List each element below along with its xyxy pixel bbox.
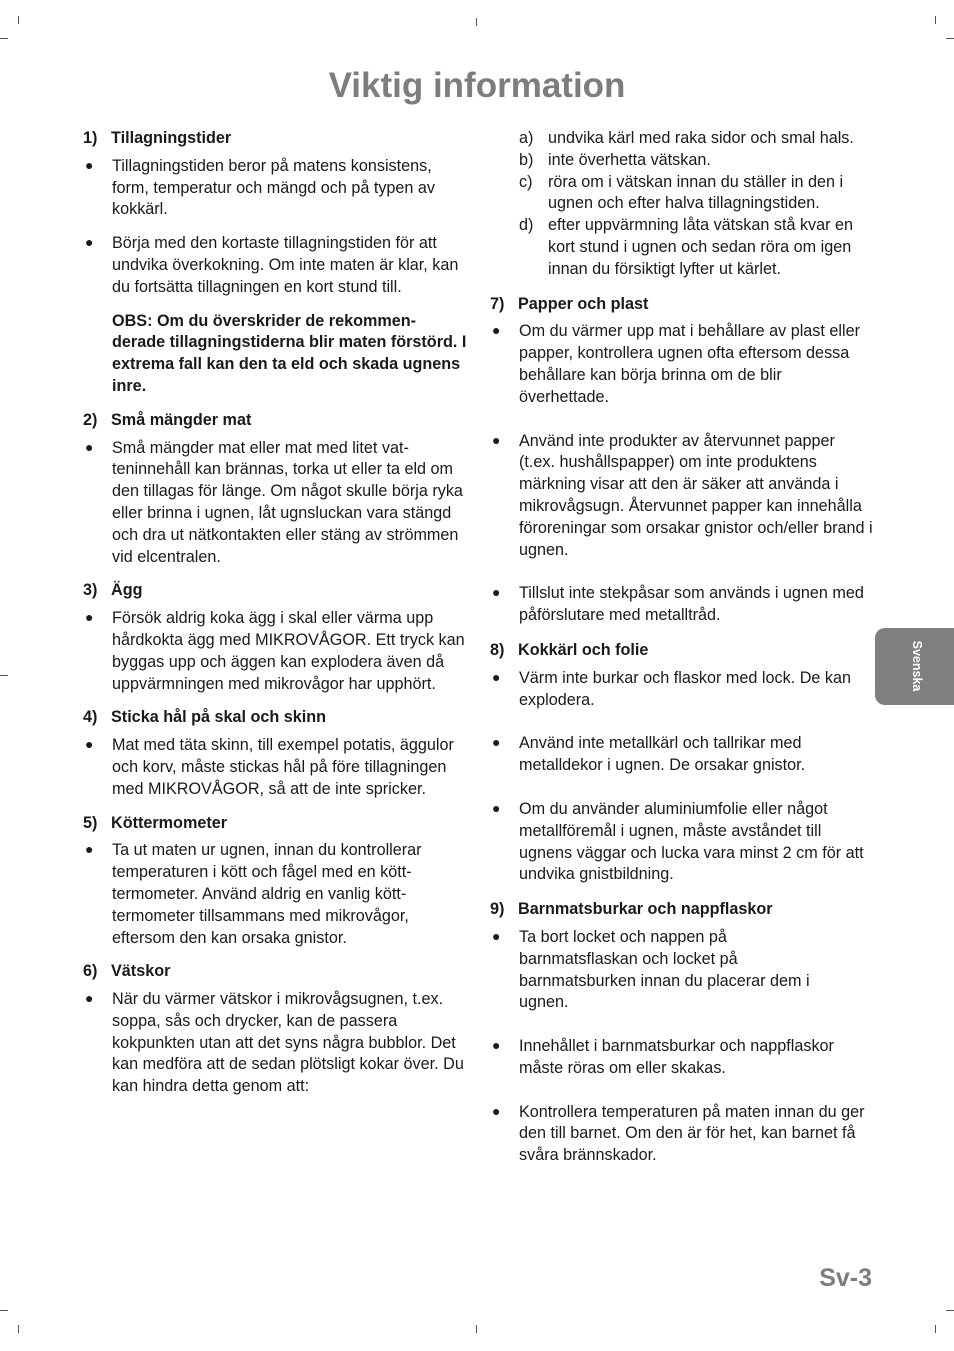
- list-item: ● Värm inte burkar och flaskor med lock. De kan explodera.: [492, 668, 851, 709]
- lettered-item: d) efter uppvärmning låta vätskan stå kvar en kort stund i ugnen och sedan röra om igen innan du försiktigt lyfter ut kärlet.: [519, 216, 854, 278]
- section-number: 7): [490, 294, 505, 313]
- bullet-icon: ●: [492, 799, 501, 816]
- section-number: 2): [83, 410, 98, 429]
- section-heading-9: [490, 899, 875, 921]
- section-number: 8): [490, 640, 505, 659]
- bullet-icon: ●: [85, 609, 94, 626]
- section-number: 9): [490, 900, 505, 919]
- bullet-icon: ●: [85, 234, 94, 251]
- bullet-icon: ●: [492, 668, 501, 685]
- section-heading-2: [83, 410, 468, 432]
- right-column: [490, 128, 875, 1167]
- bullet-icon: ●: [492, 927, 501, 944]
- section-heading-3: [83, 580, 468, 602]
- bullet-icon: ●: [85, 438, 94, 455]
- crop-mark: [946, 1310, 954, 1311]
- list-item: ● Om du värmer upp mat i behållare av plast eller papper, kontrollera ugnen ofta eftersom dessa behållare kan börja brinna om de blir överhettade.: [492, 322, 860, 406]
- warning-note: OBS: Om du överskrider de rekommen-derade tillagningstiderna blir maten förstörd. I extrema fall kan den ta eld och skada ugnens inre.: [112, 311, 467, 395]
- list-item: ● När du värmer vätskor i mikrovågsugnen, t.ex. soppa, sås och drycker, kan de passera kokpunkten utan att det syns några bubblor. Det kan medföra att de sedan plötsligt kokar över. Du kan hindra detta genom att:: [85, 990, 464, 1096]
- language-tab-label: Svenska: [910, 640, 924, 692]
- lettered-item: b) inte överhetta vätskan.: [519, 150, 711, 169]
- crop-mark: [18, 1325, 19, 1333]
- crop-mark: [18, 16, 19, 24]
- list-item: ● Mat med täta skinn, till exempel potatis, äggulor och korv, måste stickas hål på före tillagningen med MIKROVÅGOR, så att de inte spricker.: [85, 736, 454, 798]
- section-title: Köttermometer: [111, 813, 228, 832]
- page-number: Sv-3: [819, 1264, 872, 1292]
- crop-mark: [476, 18, 477, 26]
- list-item: ● Försök aldrig koka ägg i skal eller värma upp hårdkokta ägg med MIKROVÅGOR. Ett tryck kan byggas upp och äggen kan explodera även då uppvärmningen med mikrovågor har upphört.: [85, 609, 465, 693]
- bullet-icon: ●: [492, 322, 501, 339]
- bullet-icon: ●: [492, 431, 501, 448]
- crop-mark: [0, 1310, 8, 1311]
- section-title: Tillagningstider: [111, 129, 232, 147]
- bullet-icon: ●: [85, 841, 94, 858]
- section-heading-7: [490, 294, 875, 316]
- section-title: Små mängder mat: [111, 410, 252, 429]
- crop-mark: [0, 675, 8, 676]
- bullet-icon: ●: [492, 584, 501, 601]
- section-title: Papper och plast: [518, 294, 649, 313]
- section-number: 6): [83, 962, 98, 981]
- crop-mark: [476, 1325, 477, 1333]
- page-title: Viktig information: [328, 66, 626, 105]
- crop-mark: [0, 38, 8, 39]
- lettered-item: c) röra om i vätskan innan du ställer in den i ugnen och efter halva tillagningstiden.: [519, 172, 844, 213]
- lettered-item: a) undvika kärl med raka sidor och smal hals.: [519, 129, 854, 147]
- bullet-icon: ●: [492, 1037, 501, 1054]
- crop-mark: [946, 38, 954, 39]
- language-tab: [875, 628, 954, 705]
- bullet-icon: ●: [85, 156, 94, 173]
- list-item: ● Små mängder mat eller mat med litet vat-teninnehåll kan brännas, torka ut eller ta eld om den tillagas för länge. Om något skulle börja ryka eller brinna i ugnen, låt ugnsluckan vara stängd och dra ut nätkontakten eller stäng av strömmen vid elcentralen.: [85, 438, 463, 566]
- list-item: ● Använd inte produkter av återvunnet papper (t.ex. hushållspapper) om inte produktens märkning visar att den är säker att använda i mikrovågsugn. Återvunnet papper kan innehålla föroreningar som orsakar gnistor och/eller brand i ugnen.: [492, 431, 873, 559]
- list-item: ● Börja med den kortaste tillagningstiden för att undvika överkokning. Om inte maten är klar, kan du fortsätta tillagningen en kort stund till.: [85, 234, 459, 296]
- bullet-icon: ●: [85, 736, 94, 753]
- list-item: ● Innehållet i barnmatsburkar och nappflaskor måste röras om eller skakas.: [492, 1037, 834, 1077]
- section-heading-1: [83, 128, 468, 150]
- section-title: Vätskor: [111, 962, 171, 981]
- section-number: 3): [83, 581, 98, 600]
- section-heading-6: [83, 961, 468, 983]
- bullet-icon: ●: [492, 1102, 501, 1119]
- list-item: ● Använd inte metallkärl och tallrikar med metalldekor i ugnen. De orsakar gnistor.: [492, 734, 806, 775]
- crop-mark: [935, 1325, 936, 1333]
- list-item: ● Kontrollera temperaturen på maten innan du ger den till barnet. Om den är för het, kan barnet få svåra brännskador.: [492, 1102, 865, 1165]
- section-number: 1): [83, 129, 98, 147]
- crop-mark: [935, 16, 936, 24]
- section-number: 4): [83, 708, 98, 727]
- bullet-icon: ●: [492, 734, 501, 751]
- list-item: ● Ta bort locket och nappen på barnmatsflaskan och locket på barnmatsburken innan du placerar dem i ugnen.: [492, 927, 810, 1012]
- bullet-icon: ●: [85, 990, 94, 1007]
- section-title: Barnmatsburkar och nappflaskor: [518, 900, 773, 919]
- section-heading-4: [83, 707, 468, 729]
- list-item: ● Tillagningstiden beror på matens konsistens, form, temperatur och mängd och på typen av kokkärl.: [85, 156, 436, 219]
- section-title: Kokkärl och folie: [518, 640, 649, 659]
- list-item: ● Tillslut inte stekpåsar som används i ugnen med påförslutare med metalltråd.: [492, 584, 864, 625]
- section-heading-8: [490, 640, 875, 662]
- list-item: ● Ta ut maten ur ugnen, innan du kontrollerar temperaturen i kött och fågel med en kött-termometer. Använd aldrig en vanlig kött-termometer tillsammans med mikrovågor, eftersom den kan orsaka gnistor.: [85, 841, 422, 947]
- left-column: [83, 128, 468, 1098]
- list-item: ● Om du använder aluminiumfolie eller något metallföremål i ugnen, måste avståndet till ugnens väggar och lucka vara minst 2 cm för att undvika gnistbildning.: [492, 799, 864, 884]
- section-title: Sticka hål på skal och skinn: [111, 708, 327, 727]
- section-number: 5): [83, 813, 98, 832]
- section-title: Ägg: [111, 581, 143, 600]
- section-heading-5: [83, 813, 468, 835]
